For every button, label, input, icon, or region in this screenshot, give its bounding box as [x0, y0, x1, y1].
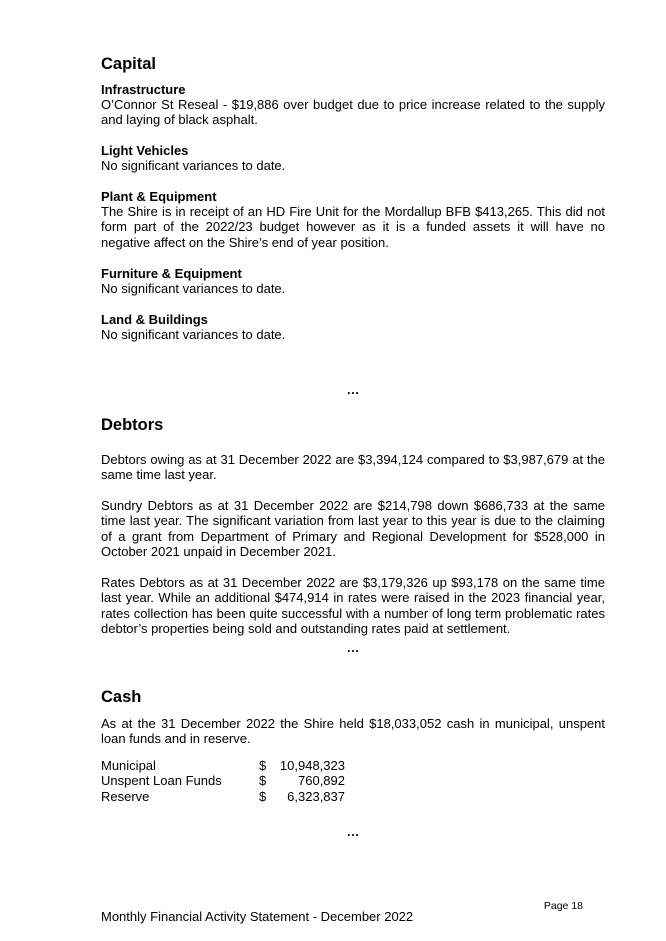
page-footer: Monthly Financial Activity Statement - December 2022 — [101, 909, 414, 924]
section-title: Light Vehicles — [101, 143, 189, 158]
section-title: Land & Buildings — [101, 312, 208, 327]
section-separator: … — [346, 640, 360, 655]
cash-label: Reserve — [101, 788, 150, 804]
capital-light-vehicles — [101, 143, 605, 173]
page-number: Page 18 — [543, 900, 583, 912]
cash-currency: $ — [259, 788, 267, 804]
section-text: No significant variances to date. — [101, 327, 286, 342]
debtors-heading: Debtors — [101, 416, 164, 434]
debtors-paragraph — [101, 452, 605, 483]
cash-amount: 10,948,323 — [279, 758, 345, 773]
paragraph-text: Debtors owing as at 31 December 2022 are $3,394,124 compared to $3,987,679 at the same time last year. — [101, 452, 605, 483]
capital-infrastructure — [101, 82, 605, 128]
cash-label: Unspent Loan Funds — [101, 773, 222, 789]
section-text: No significant variances to date. — [101, 281, 286, 296]
cash-currency: $ — [259, 758, 267, 773]
table-row — [101, 758, 345, 773]
section-text: No significant variances to date. — [101, 158, 286, 173]
capital-furniture-equipment — [101, 266, 605, 296]
cash-intro — [101, 716, 605, 747]
section-text: O’Connor St Reseal - $19,886 over budget due to price increase related to the supply and laying of black asphalt. — [101, 97, 605, 128]
section-separator: … — [346, 824, 360, 839]
paragraph-text: Sundry Debtors as at 31 December 2022 are $214,798 down $686,733 at the same time last year. The significant variation from last year to this year is due to the claiming of a grant from Department of Primary and Regional Development for $528,000 in October 2021 unpaid in December 2021. — [101, 498, 605, 560]
cash-currency: $ — [259, 773, 267, 789]
table-row — [101, 789, 345, 804]
debtors-paragraph — [101, 498, 605, 560]
section-title: Infrastructure — [101, 82, 186, 97]
section-title: Plant & Equipment — [101, 189, 217, 204]
paragraph-text: As at the 31 December 2022 the Shire held $18,033,052 cash in municipal, unspent loan funds and in reserve. — [101, 716, 605, 747]
cash-label: Municipal — [101, 758, 156, 773]
section-separator: … — [346, 382, 360, 397]
cash-table — [101, 758, 345, 804]
capital-heading: Capital — [101, 55, 157, 73]
cash-heading: Cash — [101, 688, 142, 706]
capital-plant-equipment — [101, 189, 605, 250]
table-row — [101, 773, 345, 788]
cash-amount: 760,892 — [298, 773, 345, 789]
cash-amount: 6,323,837 — [287, 788, 345, 804]
debtors-paragraph — [101, 575, 605, 637]
section-title: Furniture & Equipment — [101, 266, 242, 281]
capital-land-buildings — [101, 312, 605, 342]
section-text: The Shire is in receipt of an HD Fire Unit for the Mordallup BFB $413,265. This did not form part of the 2022/23 budget however as it is a funded assets it will have no negative affect on the Shire’s end of year position. — [101, 204, 605, 250]
paragraph-text: Rates Debtors as at 31 December 2022 are $3,179,326 up $93,178 on the same time last year. While an additional $474,914 in rates were raised in the 2023 financial year, rates collection has been quite successful with a number of long term problematic rates debtor’s properties being sold and outstanding rates paid at settlement. — [101, 575, 605, 637]
